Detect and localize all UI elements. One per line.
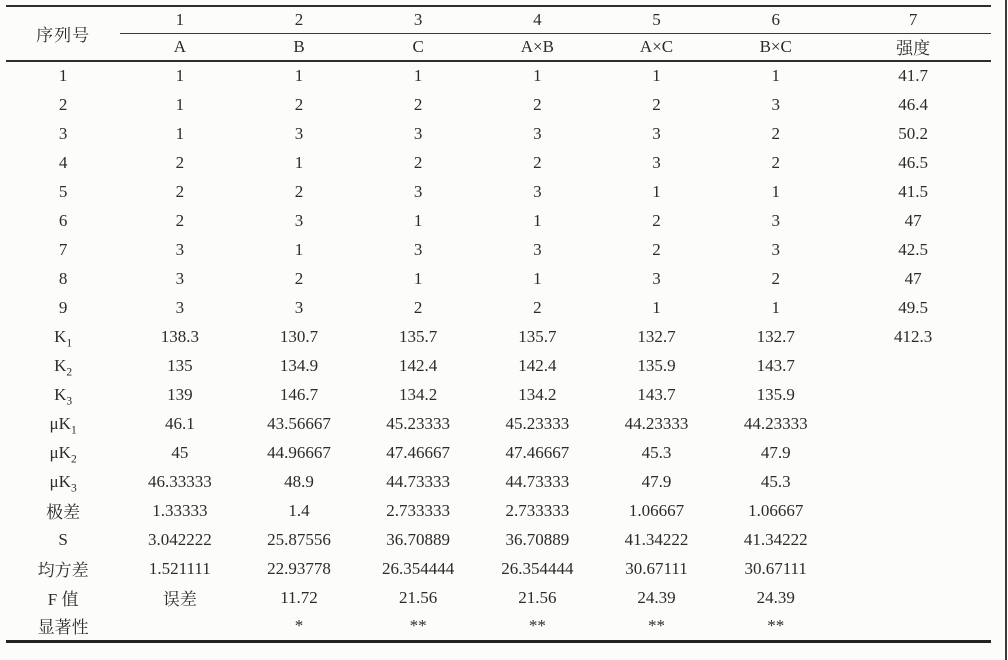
row-label-text: μK [49, 471, 71, 491]
table-header [6, 6, 991, 61]
data-cell [835, 409, 991, 438]
row-label [6, 148, 120, 177]
data-cell: ** [359, 612, 478, 641]
row-label-text: K [54, 355, 67, 375]
row-label [6, 119, 120, 148]
data-cell: 3 [175, 268, 185, 288]
data-cell: 46.5 [898, 152, 929, 172]
data-cell: 1 [771, 66, 780, 85]
row-label [6, 438, 120, 467]
data-cell: 1.33333 [152, 500, 208, 520]
data-cell: 47.46667 [505, 442, 570, 462]
data-cell: 1 [175, 123, 185, 143]
data-cell: 1 [533, 268, 542, 288]
data-cell: 2 [652, 239, 661, 259]
data-cell: 26.354444 [382, 558, 455, 578]
data-cell: 2 [771, 123, 780, 143]
data-cell: 135.7 [399, 326, 438, 346]
corner-header-sequence-number: 序列号 [6, 6, 120, 61]
table-row [6, 206, 991, 235]
data-cell: 2 [771, 152, 780, 172]
data-cell: 2.733333 [386, 500, 451, 520]
row-label-text: 2 [58, 94, 68, 114]
table-row [6, 467, 991, 496]
row-label [6, 293, 120, 322]
data-cell: 1 [294, 152, 304, 172]
data-cell: 1 [533, 210, 542, 230]
data-cell: 45.23333 [505, 413, 570, 433]
row-label [6, 409, 120, 438]
row-label [6, 525, 120, 554]
data-cell: 41.7 [898, 66, 929, 85]
row-label [6, 554, 120, 583]
row-label-text: 7 [58, 239, 68, 259]
data-cell: 22.93778 [267, 558, 331, 578]
table-row [6, 583, 991, 612]
data-cell: 30.67111 [744, 558, 807, 578]
data-cell: 1 [771, 181, 780, 201]
row-label-subscript: 3 [70, 481, 77, 494]
column-number-header: 6 [716, 6, 835, 33]
data-cell: * [239, 612, 358, 641]
data-cell: 134.9 [279, 355, 319, 375]
column-number-header: 1 [120, 6, 239, 33]
data-cell: 1 [413, 268, 423, 288]
data-cell: ** [597, 612, 716, 641]
data-cell [120, 612, 239, 641]
data-cell: 2 [771, 268, 780, 288]
data-cell: 46.33333 [147, 471, 212, 491]
data-cell: 2 [413, 94, 423, 114]
data-cell: 3 [413, 239, 423, 259]
table-row [6, 496, 991, 525]
row-label [6, 351, 120, 380]
data-cell: 3 [771, 94, 780, 114]
table-row [6, 148, 991, 177]
data-cell: 132.7 [637, 326, 676, 346]
table-row [6, 612, 991, 641]
data-cell: 138.3 [160, 326, 199, 346]
data-cell: 25.87556 [267, 529, 331, 549]
header-row-factors [6, 33, 991, 61]
data-cell: 1 [652, 66, 661, 85]
data-cell: 3 [533, 181, 542, 201]
row-label-subscript: 2 [66, 365, 73, 378]
row-label [6, 206, 120, 235]
column-factor-header: B [239, 33, 358, 61]
row-label [6, 583, 120, 612]
data-cell: 2 [175, 152, 185, 172]
data-cell: 2 [294, 181, 304, 201]
row-label [6, 612, 120, 641]
data-cell: 3 [533, 239, 542, 259]
data-cell: 3 [294, 297, 304, 317]
row-label-text: 1 [58, 66, 68, 85]
data-cell: 41.5 [898, 181, 929, 201]
row-label-subscript: 1 [66, 336, 73, 349]
data-cell [835, 554, 991, 583]
data-cell: 135.9 [756, 384, 795, 404]
table-row [6, 554, 991, 583]
data-cell: 2 [175, 181, 185, 201]
row-label-text: 9 [58, 297, 68, 317]
column-factor-header: A [120, 33, 239, 61]
row-label-subscript: 2 [70, 452, 77, 465]
table-row [6, 61, 991, 90]
data-cell: 143.7 [637, 384, 676, 404]
data-cell [835, 496, 991, 525]
data-cell: 47.9 [760, 442, 791, 462]
table-row [6, 90, 991, 119]
data-cell: 2 [413, 152, 423, 172]
data-cell: 132.7 [756, 326, 795, 346]
data-cell: 11.72 [280, 587, 318, 607]
data-cell: 3.042222 [147, 529, 212, 549]
data-cell [835, 467, 991, 496]
column-number-header: 5 [597, 6, 716, 33]
data-cell: 47.46667 [386, 442, 451, 462]
data-cell: 3 [533, 123, 542, 143]
data-cell: 1 [413, 210, 423, 230]
table-row [6, 119, 991, 148]
data-cell: 24.39 [637, 587, 676, 607]
data-cell: 3 [413, 123, 423, 143]
data-cell: 36.70889 [505, 529, 570, 549]
column-factor-header: A×B [478, 33, 597, 61]
data-cell: 45.3 [760, 471, 791, 491]
row-label-subscript: 3 [66, 394, 73, 407]
data-cell: 3 [771, 210, 780, 230]
row-label [6, 380, 120, 409]
data-cell: 2.733333 [505, 500, 570, 520]
data-cell: 3 [771, 239, 780, 259]
data-cell: 1.521111 [148, 558, 211, 578]
data-cell: 142.4 [518, 355, 557, 375]
data-cell: 134.2 [518, 384, 557, 404]
data-cell: 146.7 [279, 384, 319, 404]
table-row [6, 438, 991, 467]
data-cell: 21.56 [399, 587, 438, 607]
data-cell: 44.96667 [267, 442, 331, 462]
row-label-subscript: 1 [70, 423, 77, 436]
data-cell: 26.354444 [501, 558, 574, 578]
data-cell: 3 [175, 239, 185, 259]
table-row [6, 351, 991, 380]
data-cell: 3 [294, 123, 304, 143]
data-cell [835, 351, 991, 380]
data-cell: 142.4 [399, 355, 438, 375]
data-cell: ** [478, 612, 597, 641]
data-cell: 2 [413, 297, 423, 317]
data-cell: 30.67111 [625, 558, 688, 578]
data-cell [835, 583, 991, 612]
row-label-text: S [58, 529, 68, 549]
row-label [6, 61, 120, 90]
data-cell: 1 [533, 66, 542, 85]
header-row-column-numbers [6, 6, 991, 33]
data-cell: 46.4 [898, 94, 929, 114]
data-cell: 47.9 [641, 471, 672, 491]
data-cell: 135.9 [637, 355, 676, 375]
data-cell: 1 [294, 66, 304, 85]
table-row [6, 525, 991, 554]
row-label-text: 均方差 [37, 561, 89, 580]
data-cell: 2 [533, 94, 542, 114]
row-label-text: μK [49, 413, 71, 433]
data-cell: 3 [652, 123, 661, 143]
table-row [6, 293, 991, 322]
data-cell: 134.2 [399, 384, 438, 404]
data-cell: 47 [904, 268, 922, 288]
data-cell: 3 [175, 297, 185, 317]
data-cell: 48.9 [284, 471, 314, 491]
data-cell: 42.5 [898, 239, 929, 259]
data-cell: 44.23333 [743, 413, 808, 433]
data-cell: 1.06667 [628, 500, 685, 520]
row-label-text: 6 [58, 210, 68, 230]
column-factor-header: C [359, 33, 478, 61]
row-label-text: F 值 [47, 590, 79, 609]
row-label [6, 467, 120, 496]
data-cell: 41.34222 [743, 529, 808, 549]
table-row [6, 380, 991, 409]
data-cell: 1 [294, 239, 304, 259]
table-row [6, 235, 991, 264]
orthogonal-experiment-table [6, 5, 991, 643]
row-label-text: 显著性 [37, 618, 89, 638]
data-cell: 1.06667 [748, 500, 804, 520]
row-label [6, 264, 120, 293]
data-cell: 3 [652, 268, 661, 288]
row-label [6, 322, 120, 351]
data-cell: 1 [175, 66, 185, 85]
data-cell [835, 380, 991, 409]
table-row [6, 322, 991, 351]
data-cell: 45 [171, 442, 189, 462]
column-number-header: 3 [359, 6, 478, 33]
row-label-text: 4 [58, 152, 68, 172]
data-cell: 46.1 [164, 413, 195, 433]
data-cell [835, 525, 991, 554]
data-cell: 1 [652, 181, 661, 201]
data-cell: 2 [652, 210, 661, 230]
row-label [6, 235, 120, 264]
data-cell: 36.70889 [386, 529, 451, 549]
data-cell: 41.34222 [624, 529, 689, 549]
data-cell [835, 438, 991, 467]
data-cell: 49.5 [898, 297, 929, 317]
data-cell: 135.7 [518, 326, 557, 346]
data-cell: 45.3 [641, 442, 672, 462]
column-number-header: 2 [239, 6, 358, 33]
data-cell: 45.23333 [386, 413, 451, 433]
data-cell: 2 [652, 94, 661, 114]
table-body [6, 61, 991, 641]
data-cell: 3 [413, 181, 423, 201]
data-cell: 44.73333 [505, 471, 570, 491]
table-row [6, 409, 991, 438]
table-row [6, 177, 991, 206]
row-label [6, 177, 120, 206]
column-number-header: 4 [478, 6, 597, 33]
row-label-text: 极差 [46, 503, 81, 522]
data-cell: 2 [294, 268, 304, 288]
data-cell: 3 [294, 210, 304, 230]
data-cell: 2 [533, 152, 542, 172]
column-number-header: 7 [835, 6, 991, 33]
data-cell: 139 [167, 384, 193, 404]
row-label-text: 5 [58, 181, 68, 201]
data-cell: 130.7 [279, 326, 319, 346]
data-cell: 43.56667 [267, 413, 331, 433]
table-row [6, 264, 991, 293]
row-label-text: μK [49, 442, 71, 462]
data-cell [835, 612, 991, 641]
data-cell: 412.3 [894, 326, 933, 346]
data-cell: 2 [533, 297, 542, 317]
row-label-text: 8 [58, 268, 68, 288]
data-cell: 2 [175, 210, 185, 230]
data-cell: 135 [167, 355, 193, 375]
column-factor-header: A×C [597, 33, 716, 61]
data-cell: 47 [904, 210, 922, 230]
data-cell: 143.7 [756, 355, 795, 375]
data-cell: 3 [652, 152, 661, 172]
data-cell: 50.2 [898, 123, 929, 143]
data-cell: ** [716, 612, 835, 641]
row-label-text: K [54, 384, 67, 404]
row-label [6, 90, 120, 119]
data-cell: 2 [294, 94, 304, 114]
data-cell: 1.4 [288, 500, 310, 520]
row-label [6, 496, 120, 525]
data-cell: 44.73333 [386, 471, 451, 491]
column-factor-header: B×C [716, 33, 835, 61]
data-cell: 1 [652, 297, 661, 317]
data-cell: 44.23333 [624, 413, 689, 433]
column-factor-header: 强度 [835, 33, 991, 61]
data-cell: 21.56 [518, 587, 557, 607]
data-cell: 1 [413, 66, 423, 85]
data-cell: 24.39 [756, 587, 795, 607]
row-label-text: K [54, 326, 67, 346]
data-cell: 误差 [162, 590, 197, 609]
row-label-text: 3 [58, 123, 68, 143]
data-cell: 1 [771, 297, 780, 317]
data-cell: 1 [175, 94, 185, 114]
